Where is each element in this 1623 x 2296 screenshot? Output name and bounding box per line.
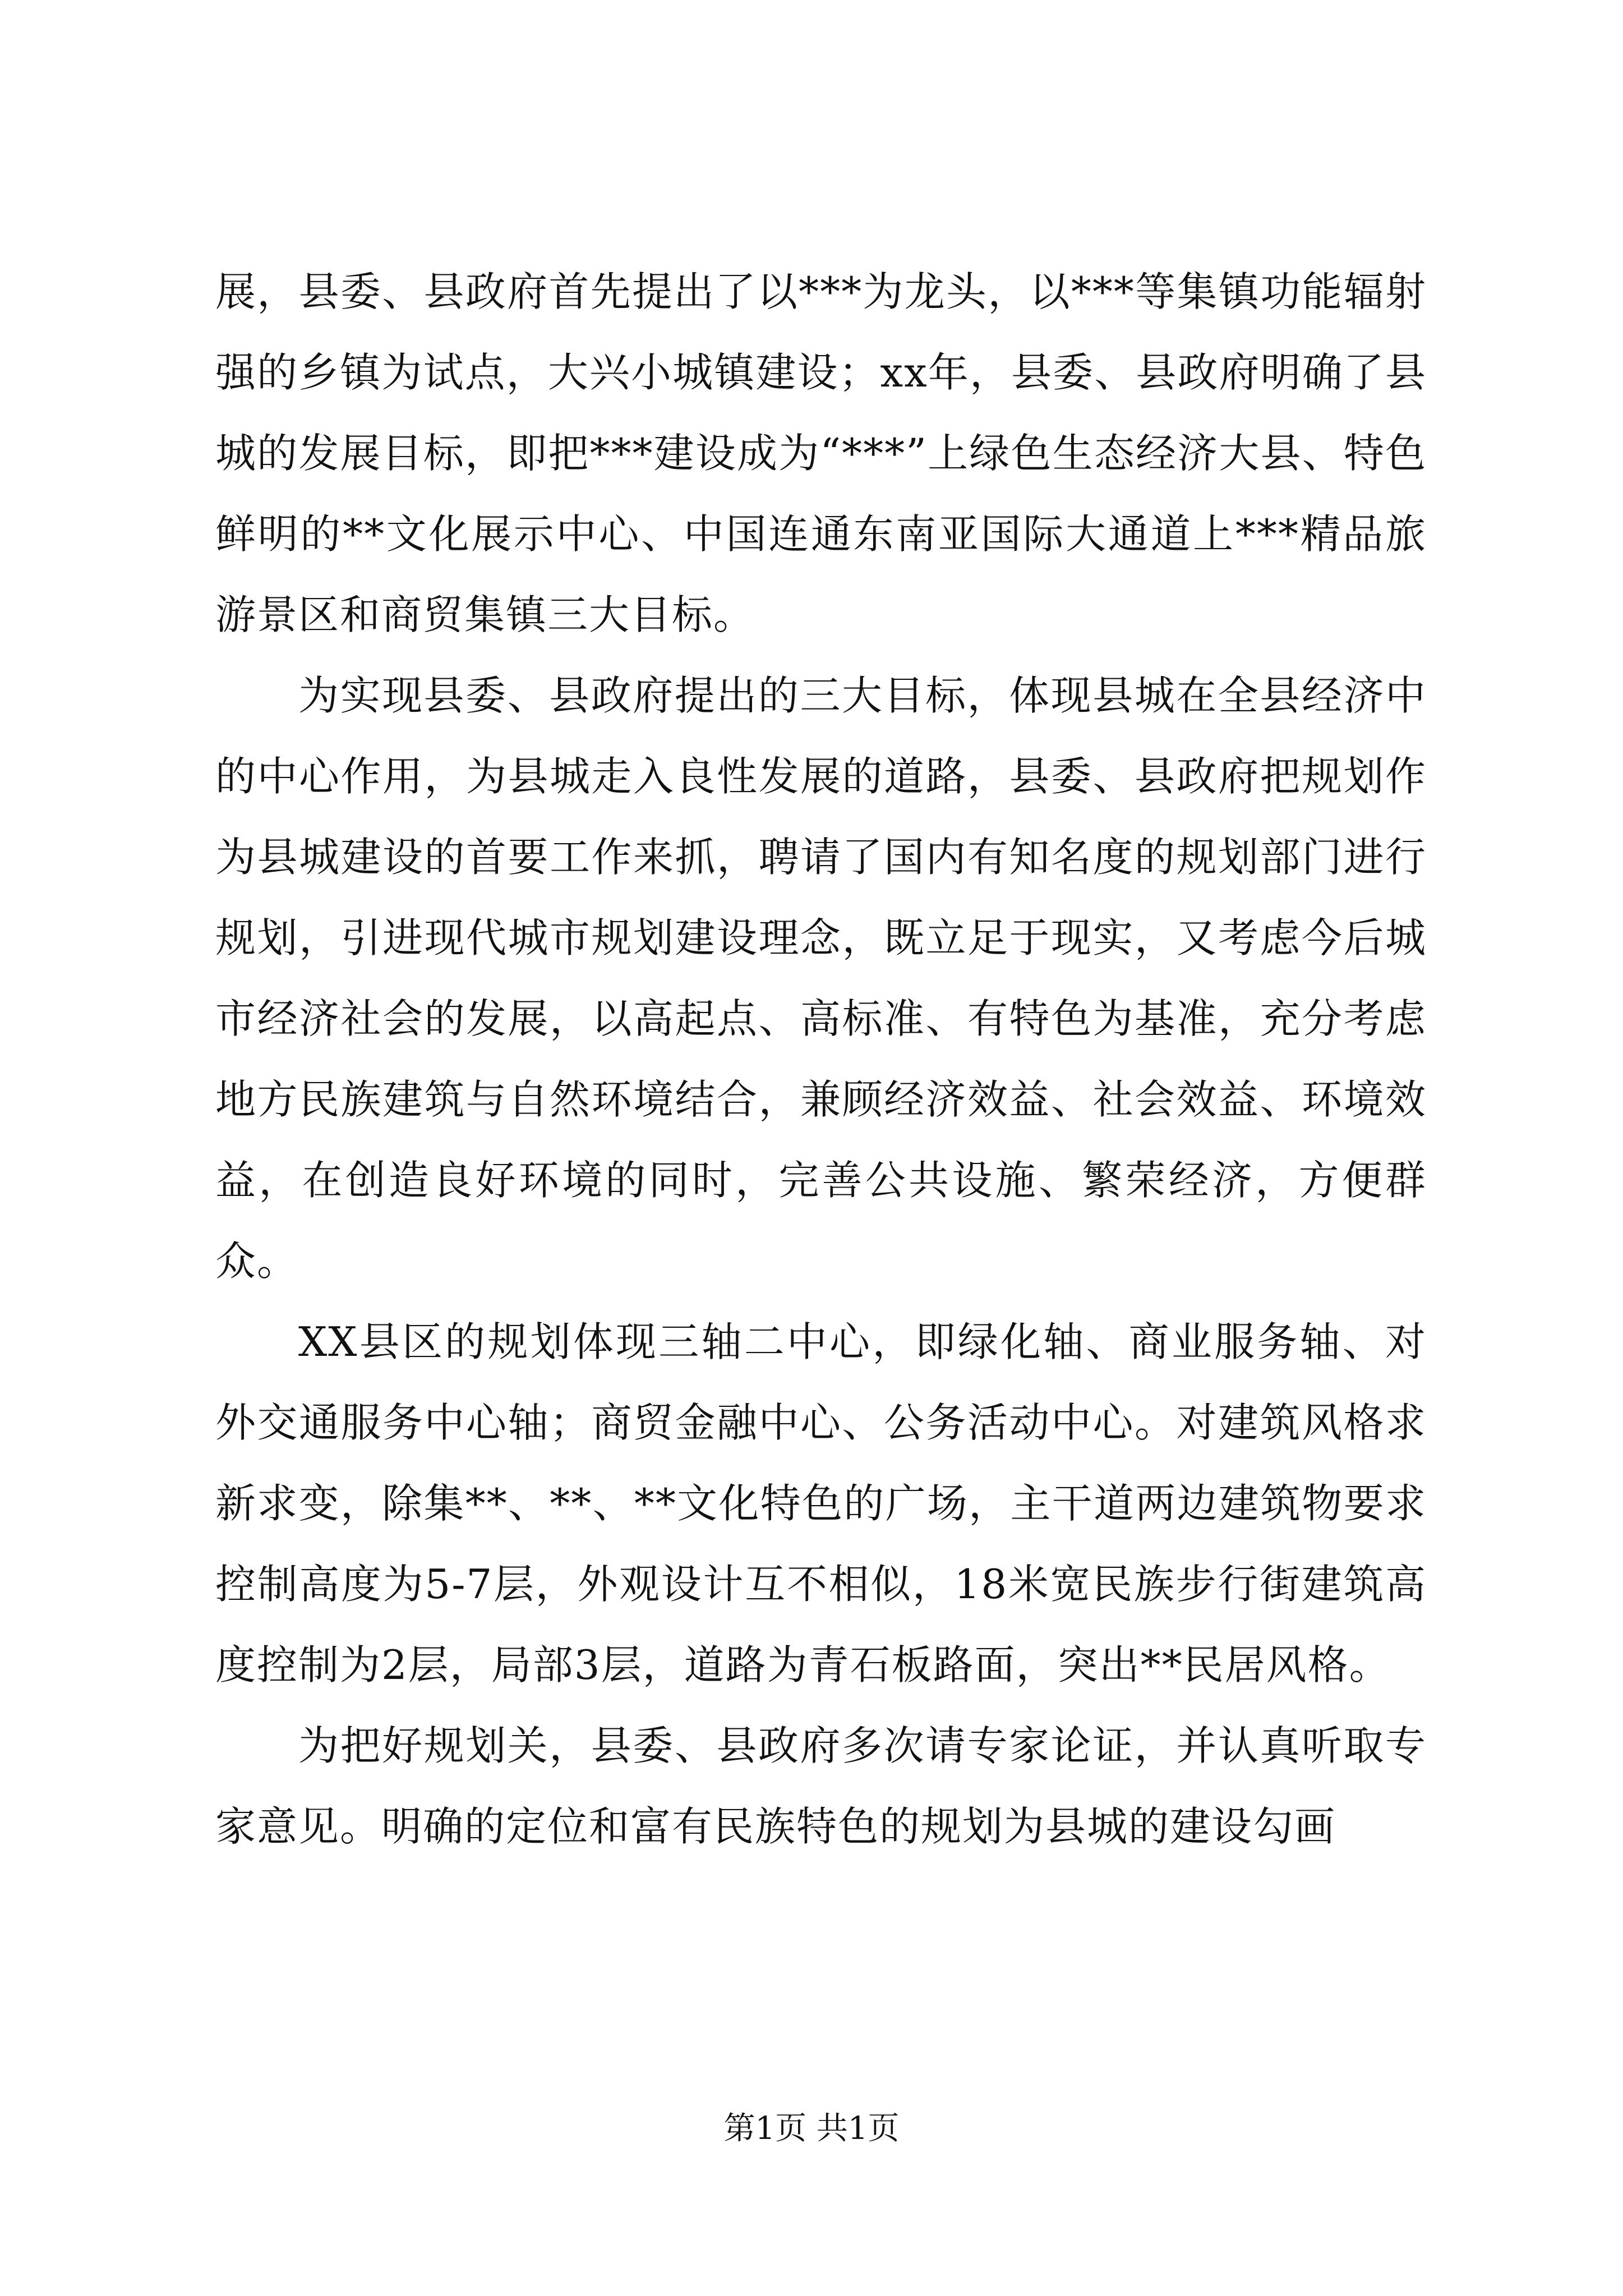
document-body [215, 251, 1427, 1867]
page-footer: 第1页 共1页 [723, 2110, 900, 2147]
paragraph-2: 为实现县委、县政府提出的三大目标，体现县城在全县经济中的中心作用，为县城走入良性发展的道路，县委、县政府把规划作为县城建设的首要工作来抓，聘请了国内有知名度的规划部门进行规划，引进现代城市规划建设理念，既立足于现实，又考虑今后城市经济社会的发展，以高起点、高标准、有特色为基准，充分考虑地方民族建筑与自然环境结合，兼顾经济效益、社会效益、环境效益，在创造良好环境的同时，完善公共设施、繁荣经济，方便群众。 [215, 672, 1427, 1285]
paragraph-3: XX县区的规划体现三轴二中心，即绿化轴、商业服务轴、对外交通服务中心轴；商贸金融中心、公务活动中心。对建筑风格求新求变，除集**、**、**文化特色的广场，主干道两边建筑物要求控制高度为5-7层，外观设计互不相似，18米宽民族步行街建筑高度控制为2层，局部3层，道路为青石板路面，突出**民居风格。 [215, 1318, 1427, 1688]
paragraph-1: 展，县委、县政府首先提出了以***为龙头，以***等集镇功能辐射强的乡镇为试点，大兴小城镇建设；xx年，县委、县政府明确了县城的发展目标，即把***建设成为“***”上绿色生态经济大县、特色鲜明的**文化展示中心、中国连通东南亚国际大通道上***精品旅游景区和商贸集镇三大目标。 [215, 268, 1427, 638]
paragraph-4: 为把好规划关，县委、县政府多次请专家论证，并认真听取专家意见。明确的定位和富有民族特色的规划为县城的建设勾画 [215, 1722, 1427, 1850]
